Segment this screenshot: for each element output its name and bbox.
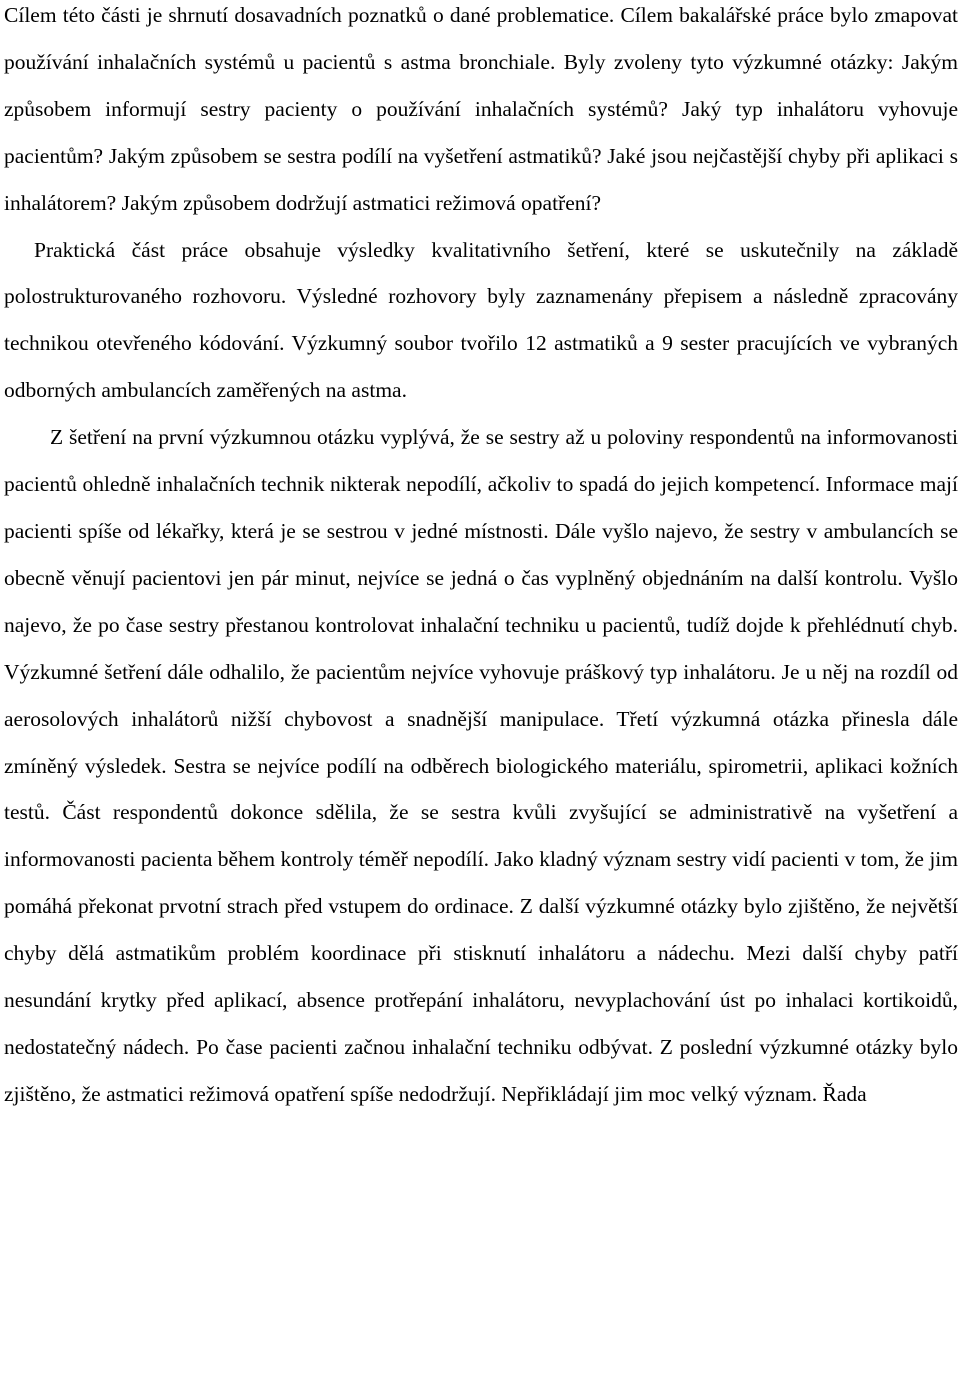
paragraph-summary-intro: Cílem této části je shrnutí dosavadních poznatků o dané problematice. Cílem bakalářské práce bylo zmapovat používání inhalačních systémů u pacientů s astma bronchiale. Byly zvoleny tyto výzkumné otázky: Jakým způsobem informují sestry pacienty o používání inhalačních systémů? Jaký typ inhalátoru vyhovuje pacientům? Jakým způsobem se sestra podílí na vyšetření astmatiků? Jaké jsou nejčastější chyby při aplikaci s inhalátorem? Jakým způsobem dodržují astmatici režimová opatření? — [4, 3, 958, 215]
paragraph-practical-part: Praktická část práce obsahuje výsledky kvalitativního šetření, které se uskutečnily na základě polostrukturovaného rozhovoru. Výsledné rozhovory byly zaznamenány přepisem a následně zpracovány technikou otevřeného kódování. Výzkumný soubor tvořilo 12 astmatiků a 9 sester pracujících ve vybraných odborných ambulancích zaměřených na astma. — [4, 237, 958, 403]
paragraph-findings: Z šetření na první výzkumnou otázku vyplývá, že se sestry až u poloviny respondentů na informovanosti pacientů ohledně inhalačních technik nikterak nepodílí, ačkoliv to spadá do jejich kompetencí. Informace mají pacienti spíše od lékařky, která je se sestrou v jedné místnosti. Dále vyšlo najevo, že sestry v ambulancích se obecně věnují pacientovi jen pár minut, nejvíce se jedná o čas vyplněný objednáním na další kontrolu. Vyšlo najevo, že po čase sestry přestanou kontrolovat inhalační techniku u pacientů, tudíž dojde k přehlédnutí chyb. Výzkumné šetření dále odhalilo, že pacientům nejvíce vyhovuje práškový typ inhalátoru. Je u něj na rozdíl od aerosolových inhalátorů nižší chybovost a snadnější manipulace. Třetí výzkumná otázka přinesla dále zmíněný výsledek. Sestra se nejvíce podílí na odběrech biologického materiálu, spirometrii, aplikaci kožních testů. Část respondentů dokonce sdělila, že se sestra kvůli zvyšující se administrativě na vyšetření a informovanosti pacienta během kontroly téměř nepodílí. Jako kladný význam sestry vidí pacienti v tom, že jim pomáhá překonat prvotní strach před vstupem do ordinace. Z další výzkumné otázky bylo zjištěno, že největší chyby dělá astmatikům problém koordinace při stisknutí inhalátoru a nádechu. Mezi další chyby patří nesundání krytky před aplikací, absence protřepání inhalátoru, nevyplachování úst po inhalaci kortikoidů, nedostatečný nádech. Po čase pacienti začnou inhalační techniku odbývat. Z poslední výzkumné otázky bylo zjištěno, že astmatici režimová opatření spíše nedodržují. Nepřikládají jim moc velký význam. Řada — [4, 425, 958, 1106]
